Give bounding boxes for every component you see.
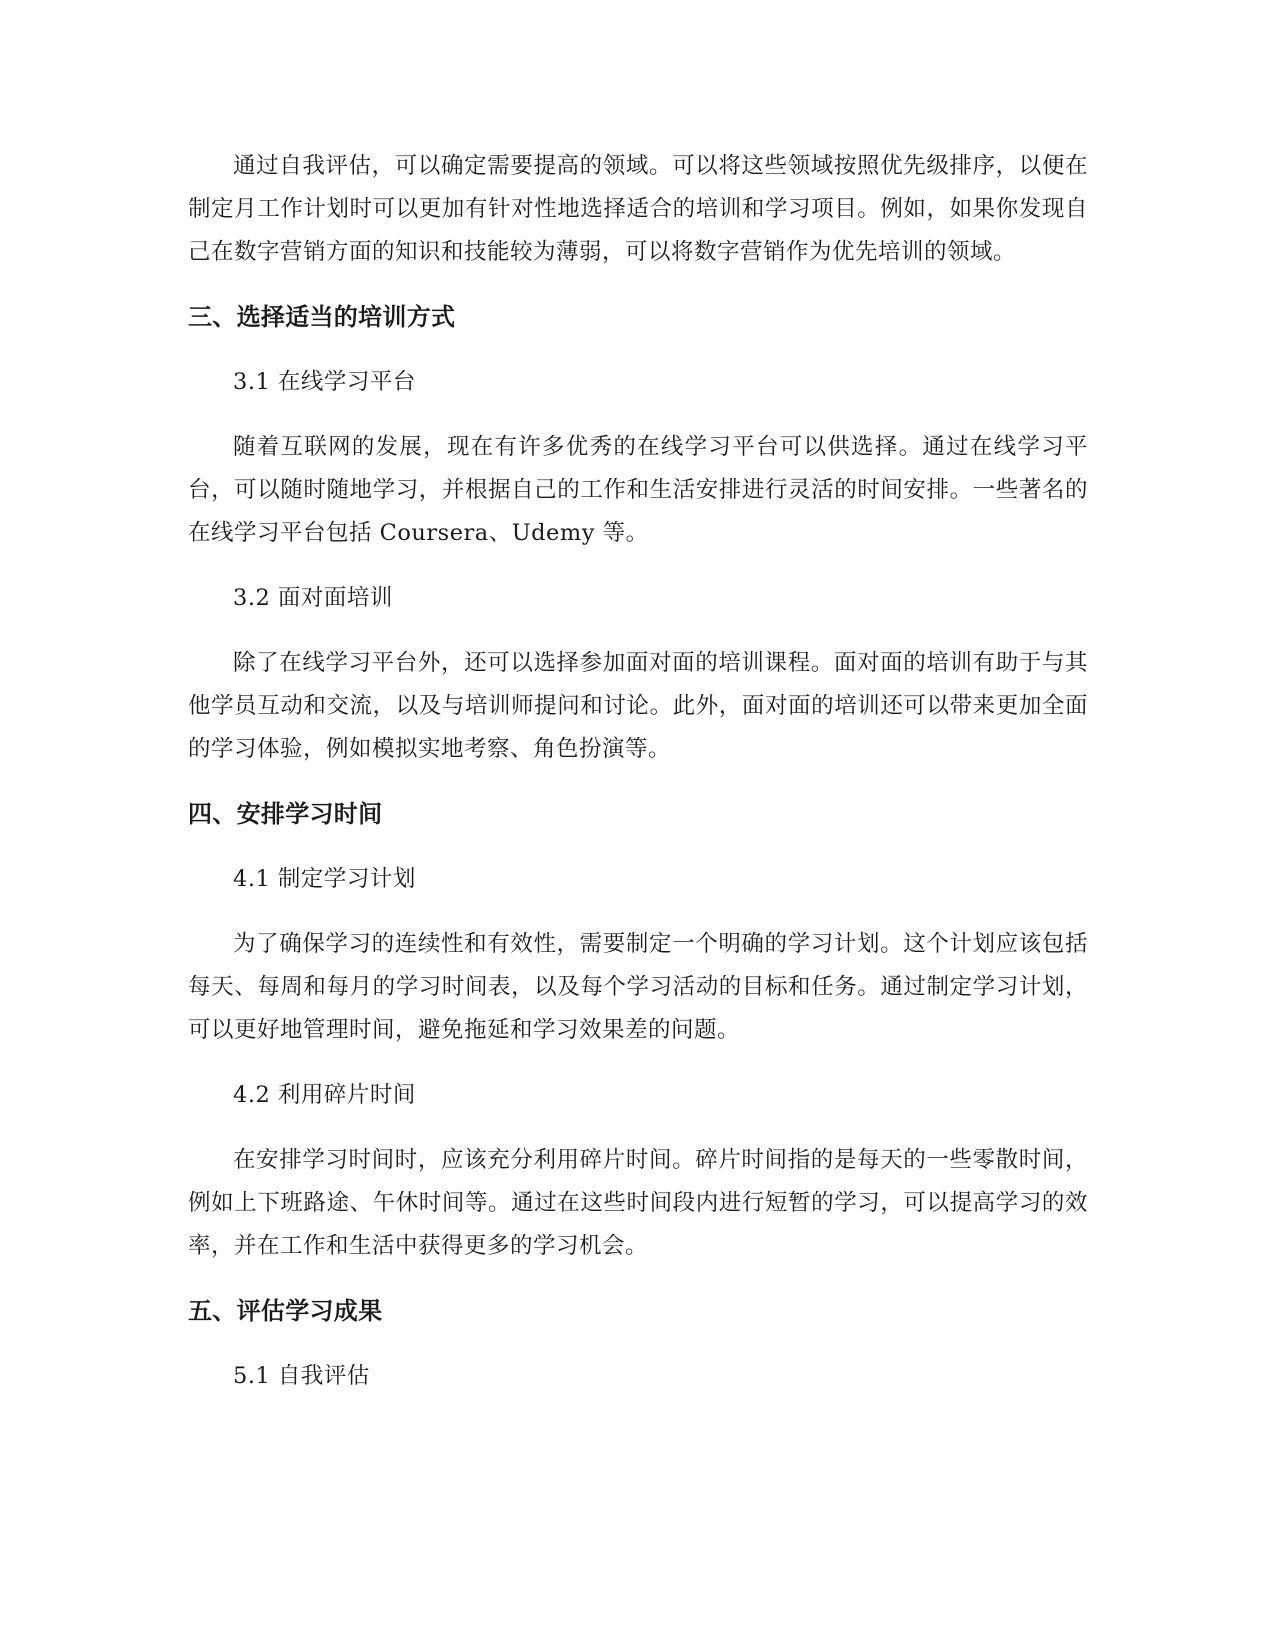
subheading-5-1: 5.1 自我评估	[233, 1363, 370, 1389]
paragraph-face-to-face: 除了在线学习平台外，还可以选择参加面对面的培训课程。面对面的培训有助于与其他学员互动和交流，以及与培训师提问和讨论。此外，面对面的培训还可以带来更加全面的学习体验，例如模拟实地考察、角色扮演等。	[188, 650, 1088, 762]
paragraph-online-platform: 随着互联网的发展，现在有许多优秀的在线学习平台可以供选择。通过在线学习平台，可以随时随地学习，并根据自己的工作和生活安排进行灵活的时间安排。一些著名的在线学习平台包括 Coursera、Udemy 等。	[188, 434, 1088, 546]
paragraph-self-assessment: 通过自我评估，可以确定需要提高的领域。可以将这些领域按照优先级排序，以便在制定月工作计划时可以更加有针对性地选择适合的培训和学习项目。例如，如果你发现自己在数字营销方面的知识和技能较为薄弱，可以将数字营销作为优先培训的领域。	[188, 153, 1088, 265]
subheading-3-1: 3.1 在线学习平台	[233, 369, 416, 395]
heading-section-3: 三、选择适当的培训方式	[188, 303, 456, 331]
paragraph-study-plan: 为了确保学习的连续性和有效性，需要制定一个明确的学习计划。这个计划应该包括每天、每周和每月的学习时间表，以及每个学习活动的目标和任务。通过制定学习计划，可以更好地管理时间，避免拖延和学习效果差的问题。	[188, 931, 1088, 1043]
document-page	[188, 145, 1088, 1398]
paragraph-fragment-time: 在安排学习时间时，应该充分利用碎片时间。碎片时间指的是每天的一些零散时间，例如上下班路途、午休时间等。通过在这些时间段内进行短暂的学习，可以提高学习的效率，并在工作和生活中获得更多的学习机会。	[188, 1147, 1088, 1259]
subheading-4-2: 4.2 利用碎片时间	[233, 1082, 416, 1108]
subheading-3-2: 3.2 面对面培训	[233, 585, 393, 611]
heading-section-4: 四、安排学习时间	[188, 800, 383, 828]
subheading-4-1: 4.1 制定学习计划	[233, 866, 416, 892]
heading-section-5: 五、评估学习成果	[188, 1297, 383, 1325]
